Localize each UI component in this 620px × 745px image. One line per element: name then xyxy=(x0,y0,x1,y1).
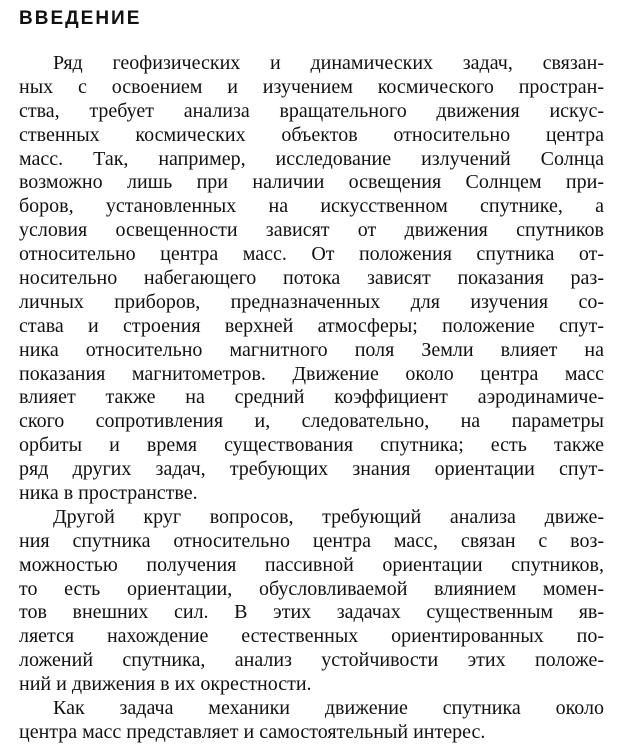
paragraph xyxy=(19,506,604,697)
text-line: тов внешних сил. В этих задачах существенным яв- xyxy=(19,601,604,624)
text-line: можностью получения пассивной ориентации спутников, xyxy=(19,553,604,576)
paragraph xyxy=(19,52,604,506)
text-line: Другой круг вопросов, требующий анализа движе- xyxy=(53,505,604,528)
text-line: показания магнитометров. Движение около центра масс xyxy=(19,362,604,385)
text-line: ляется нахождение естественных ориентированных по- xyxy=(19,625,604,648)
text-line: масс. Так, например, исследование излучений Солнца xyxy=(19,147,604,170)
text-line: центра масс представляет и самостоятельный интерес. xyxy=(19,720,486,743)
text-line: ника в пространстве. xyxy=(19,482,198,505)
text-line: ственных космических объектов относительно центра xyxy=(19,123,604,146)
text-line: Как задача механики движение спутника около xyxy=(53,697,604,720)
text-line: ных с освоением и изучением космического простран- xyxy=(19,75,604,98)
paragraph xyxy=(19,697,604,745)
text-line: то есть ориентации, обусловливаемой влиянием момен- xyxy=(19,577,604,600)
text-line: условия освещенности зависят от движения спутников xyxy=(19,219,604,242)
text-line: боров, установленных на искусственном спутнике, а xyxy=(19,195,604,218)
text-line: ства, требует анализа вращательного движения искус- xyxy=(19,99,604,122)
text-line: ния спутника относительно центра масс, связан с воз- xyxy=(19,529,604,552)
text-line: става и строения верхней атмосферы; положение спут- xyxy=(19,314,604,337)
text-line: носительно набегающего потока зависят показания раз- xyxy=(19,267,604,290)
text-line: ложений спутника, анализ устойчивости этих положе- xyxy=(19,649,604,672)
text-line: влияет также на средний коэффициент аэродинамиче- xyxy=(19,386,604,409)
text-line: относительно центра масс. От положения спутника от- xyxy=(19,243,604,266)
section-heading: ВВЕДЕНИЕ xyxy=(19,8,142,29)
text-line: возможно лишь при наличии освещения Солнцем при- xyxy=(19,171,604,194)
text-line: ний и движения в их окрестности. xyxy=(19,673,312,696)
text-line: личных приборов, предназначенных для изучения со- xyxy=(19,290,604,313)
text-line: ского сопротивления и, следовательно, на параметры xyxy=(19,410,604,433)
text-line: Ряд геофизических и динамических задач, связан- xyxy=(53,52,604,74)
text-line: ряд других задач, требующих знания ориентации спут- xyxy=(19,458,604,481)
text-line: ника относительно магнитного поля Земли влияет на xyxy=(19,338,604,361)
body-text xyxy=(19,52,604,745)
text-line: орбиты и время существования спутника; есть также xyxy=(19,434,604,457)
